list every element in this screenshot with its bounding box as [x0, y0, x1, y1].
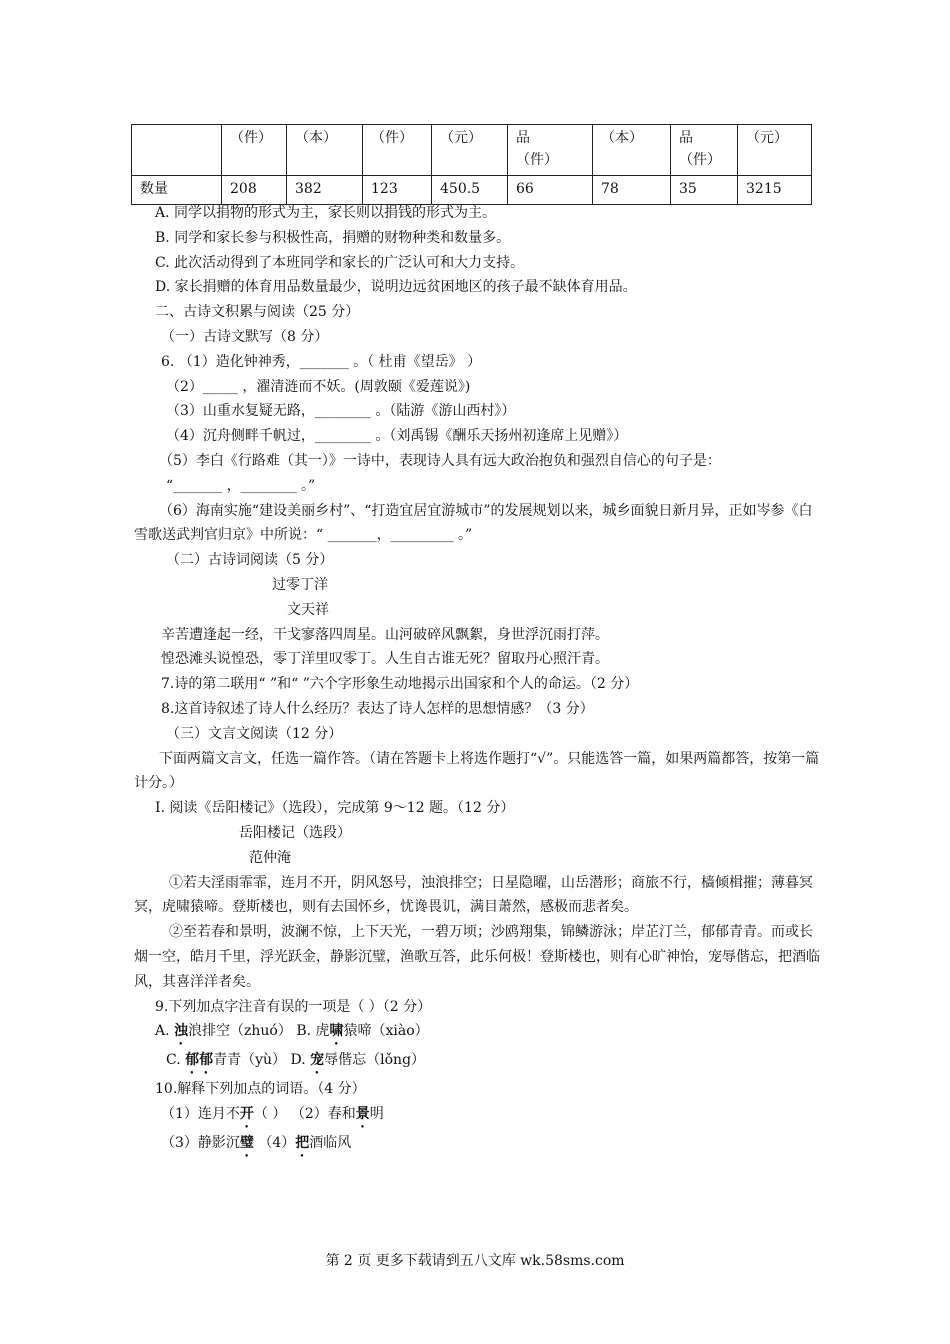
item-text: 酒临风	[309, 1135, 352, 1152]
option-text: 辱偕忘（lǒng）	[324, 1052, 426, 1069]
table-cell: 66	[508, 176, 593, 205]
dotted-char: 郁郁	[185, 1052, 214, 1069]
dotted-char: 把	[295, 1135, 310, 1152]
question-6-4: （4）沉舟侧畔千帆过，________ 。（刘禹锡《酬乐天扬州初逢席上见赠》）	[166, 428, 628, 445]
question-6-5: （5）李白《行路难（其一）》一诗中，表现诗人具有远大政治抱负和强烈自信心的句子是：	[159, 452, 721, 469]
option-a: A. 同学以捐物的形式为主，家长则以捐钱的形式为主。	[155, 205, 497, 221]
subsection-heading: （二）古诗词阅读（5 分）	[166, 552, 334, 569]
table-cell: 数量	[132, 176, 222, 205]
question-8: 8.这首诗叙述了诗人什么经历？表达了诗人怎样的思想情感？（3 分）	[161, 700, 594, 717]
option-label: D.	[290, 1052, 311, 1069]
dotted-char: 宠	[310, 1052, 325, 1069]
table-cell	[132, 125, 222, 176]
table-cell: 78	[593, 176, 671, 205]
question-6-2: （2）_____ ，濯清涟而不妖。(周敦颐《爱莲说》)	[166, 378, 471, 395]
option-c: C. 此次活动得到了本班同学和家长的广泛认可和大力支持。	[155, 254, 525, 271]
table-cell: （件）	[363, 125, 432, 176]
question-10-items-12	[141, 1102, 821, 1131]
dotted-char: 浊	[174, 1023, 189, 1040]
text-title: 岳阳楼记（选段）	[239, 824, 351, 841]
table-cell: （元）	[432, 125, 508, 176]
option-label: A.	[155, 1023, 175, 1040]
table-cell: （本）	[287, 125, 363, 176]
text-author: 范仲淹	[249, 849, 291, 866]
option-text: 浪排空（zhuó）	[188, 1023, 297, 1040]
table-cell: （元）	[738, 125, 812, 176]
section-heading: 二、古诗文积累与阅读（25 分）	[155, 304, 360, 321]
table-cell: 3215	[738, 176, 812, 205]
poem-author: 文天祥	[287, 601, 329, 618]
question-6-6: （6）海南实施“建设美丽乡村”、“打造宜居宜游城市”的发展规划以来，城乡面貌日新月异，正如岑参《白雪歌送武判官归京》中所说：“ _______，_________ 。”	[134, 502, 813, 544]
poem-line: 惶恐滩头说惶恐，零丁洋里叹零丁。人生自古谁无死？留取丹心照汗青。	[161, 651, 609, 668]
poem-line: 辛苦遭逢起一经，干戈寥落四周星。山河破碎风飘絮，身世浮沉雨打萍。	[161, 626, 609, 643]
dotted-char: 景	[355, 1106, 370, 1123]
poem-title: 过零丁洋	[272, 576, 328, 593]
question-7: 7.诗的第二联用“ ”和“ ”六个字形象生动地揭示出国家和个人的命运。（2 分）	[161, 676, 639, 693]
option-text: 青青（yù）	[213, 1052, 291, 1069]
question-6-5-blank: “_______ ，________ 。”	[166, 477, 316, 494]
question-6-3: （3）山重水复疑无路，________ 。（陆游《游山西村》）	[166, 403, 516, 420]
donation-table	[131, 124, 812, 205]
passage-paragraph-1: ①若夫淫雨霏霏，连月不开，阴风怒号，浊浪排空；日星隐曜，山岳潜形；商旅不行，樯倾楫摧；薄暮冥冥，虎啸猿啼。登斯楼也，则有去国怀乡，忧谗畏讥，满目萧然，感极而悲者矣。	[134, 874, 813, 916]
instructions: 下面两篇文言文，任选一篇作答。（请在答题卡上将选作题打“√”。只能选答一篇，如果两篇都答，按第一篇计分。）	[134, 750, 820, 792]
table-cell: （件）	[222, 125, 287, 176]
table-cell: 品 （件）	[671, 125, 738, 176]
question-10-items-34	[141, 1131, 821, 1160]
page-footer: 第 2 页 更多下载请到五八文库 wk.58sms.com	[325, 1253, 625, 1269]
dotted-char: 啸	[329, 1023, 344, 1040]
subsection-heading: （三）文言文阅读（12 分）	[166, 725, 343, 742]
table-row-units	[132, 125, 812, 176]
subsection-heading: （一）古诗文默写（8 分）	[161, 328, 329, 345]
item-text: （2）春和	[290, 1106, 356, 1123]
question-9-options-ab	[141, 1019, 821, 1048]
table-cell: 208	[222, 176, 287, 205]
table-cell: 35	[671, 176, 738, 205]
item-text: （3）静影沉	[161, 1135, 240, 1152]
question-9-options-cd	[141, 1048, 821, 1077]
passage-paragraph-2: ②至若春和景明，波澜不惊，上下天光，一碧万顷；沙鸥翔集，锦鳞游泳；岸芷汀兰，郁郁青青。而或长烟一空，皓月千里，浮光跃金，静影沉璧，渔歌互答，此乐何极！登斯楼也，则有心旷神怡，宠辱偕忘，把酒临风，其喜洋洋者矣。	[134, 924, 820, 990]
option-d: D. 家长捐赠的体育用品数量最少，说明边远贫困地区的孩子最不缺体育用品。	[155, 279, 637, 296]
option-text: 猿啼（xiào）	[343, 1023, 429, 1040]
table-cell: 品 （件）	[508, 125, 593, 176]
dotted-char: 开	[239, 1106, 254, 1123]
item-text: （ ）	[253, 1106, 291, 1123]
table-cell: （本）	[593, 125, 671, 176]
option-label: C.	[166, 1052, 186, 1069]
dotted-char: 璧	[239, 1135, 254, 1152]
option-label: B. 虎	[296, 1023, 330, 1040]
table-cell: 450.5	[432, 176, 508, 205]
part-heading: Ⅰ. 阅读《岳阳楼记》（选段），完成第 9～12 题。（12 分）	[155, 800, 515, 817]
question-9: 9.下列加点字注音有误的一项是（ ）（2 分）	[155, 998, 432, 1015]
item-text: 明	[369, 1106, 384, 1123]
item-text: （4）	[258, 1135, 296, 1152]
item-text: （1）连月不	[161, 1106, 240, 1123]
table-cell: 382	[287, 176, 363, 205]
question-10: 10.解释下列加点的词语。（4 分）	[155, 1081, 366, 1098]
table-cell: 123	[363, 176, 432, 205]
exam-content	[134, 201, 821, 1160]
question-6-1: 6. （1）造化钟神秀，_______ 。（ 杜甫《望岳》 ）	[161, 353, 482, 370]
option-b: B. 同学和家长参与积极性高，捐赠的财物种类和数量多。	[155, 229, 511, 246]
